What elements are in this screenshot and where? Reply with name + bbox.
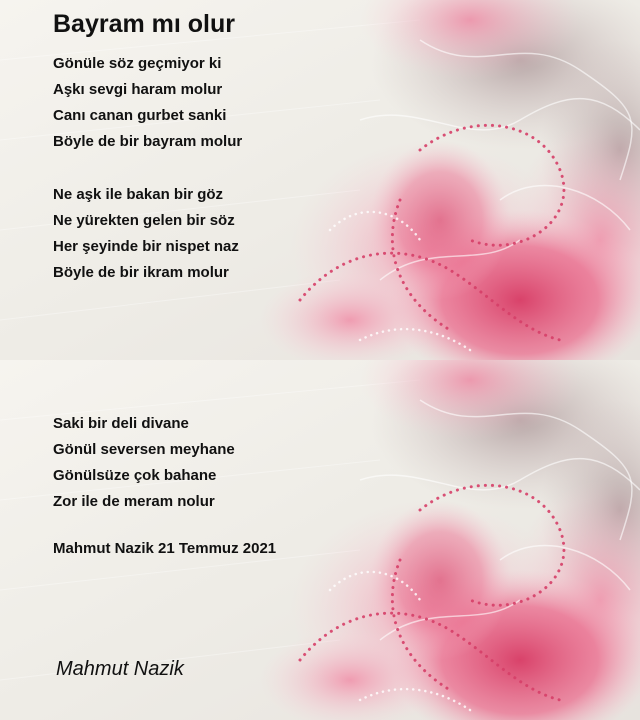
poem-line: Ne aşk ile bakan bir göz bbox=[53, 186, 224, 203]
stanza-3 bbox=[53, 411, 235, 515]
poem-line: Saki bir deli divane bbox=[53, 415, 189, 432]
poem-panel-bottom bbox=[0, 360, 640, 720]
poem-title: Bayram mı olur bbox=[53, 10, 236, 38]
poem-line: Aşkı sevgi haram molur bbox=[53, 81, 223, 98]
author-name: Mahmut Nazik bbox=[56, 658, 184, 680]
poem-line: Böyle de bir ikram molur bbox=[53, 264, 229, 281]
poem-line: Zor ile de meram nolur bbox=[53, 493, 215, 510]
poem-line: Her şeyinde bir nispet naz bbox=[53, 238, 239, 255]
poem-line: Gönül seversen meyhane bbox=[53, 441, 235, 458]
poem-signature-date: Mahmut Nazik 21 Temmuz 2021 bbox=[53, 540, 277, 557]
stanza-2 bbox=[53, 182, 239, 286]
poem-line: Böyle de bir bayram molur bbox=[53, 133, 243, 150]
poem-line: Gönüle söz geçmiyor ki bbox=[53, 55, 222, 72]
poem-line: Gönülsüze çok bahane bbox=[53, 467, 217, 484]
stanza-1 bbox=[53, 51, 242, 155]
poem-line: Ne yürekten gelen bir söz bbox=[53, 212, 235, 229]
poem-line: Canı canan gurbet sanki bbox=[53, 107, 227, 124]
